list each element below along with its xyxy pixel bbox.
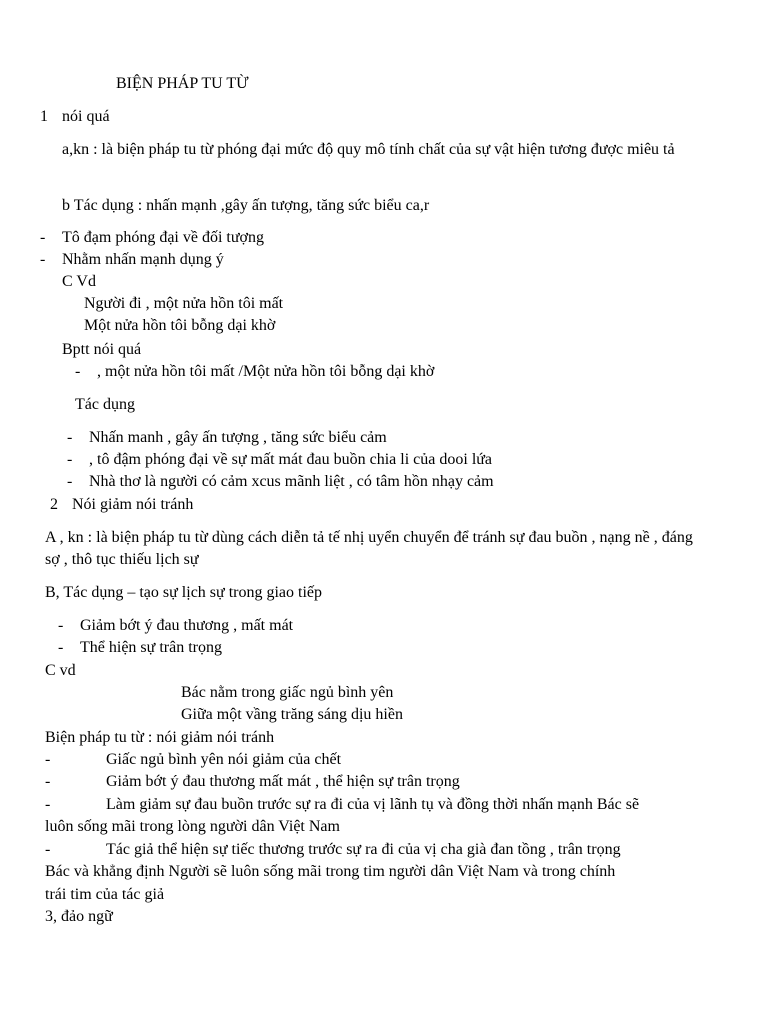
list-item-continuation: luôn sống mãi trong lòng người dân Việt Nam xyxy=(45,818,340,835)
section-1-example-heading: C Vd xyxy=(62,273,96,290)
bullet-dash: - xyxy=(45,773,51,790)
list-item: Nhằm nhấn mạnh dụng ý xyxy=(62,251,224,268)
list-item: Tô đạm phóng đại về đối tượng xyxy=(62,229,264,246)
section-1-effect-heading: Tác dụng xyxy=(75,396,135,413)
bullet-dash: - xyxy=(67,473,73,490)
doc-title: BIỆN PHÁP TU TỪ xyxy=(116,75,249,92)
section-2-number: 2 xyxy=(50,496,58,513)
bullet-dash: - xyxy=(58,617,64,634)
section-1-heading: nói quá xyxy=(62,108,110,125)
list-item: , một nửa hồn tôi mất /Một nửa hồn tôi bỗng dại khờ xyxy=(97,363,435,380)
section-2-example-heading: C vd xyxy=(45,662,76,679)
bullet-dash: - xyxy=(45,751,51,768)
section-1-effect: b Tác dụng : nhấn mạnh ,gây ấn tượng, tăng sức biểu ca,r xyxy=(62,197,430,214)
list-item: Nhà thơ là người có cảm xcus mãnh liệt , có tâm hồn nhạy cảm xyxy=(89,473,494,490)
list-item-continuation: trái tim của tác giả xyxy=(45,886,165,903)
list-item-continuation: Bác và khẳng định Người sẽ luôn sống mãi trong tim người dân Việt Nam và trong chính xyxy=(45,863,616,880)
list-item: Nhấn manh , gây ấn tượng , tăng sức biểu cảm xyxy=(89,429,387,446)
list-item: Thể hiện sự trân trọng xyxy=(80,639,222,656)
bullet-dash: - xyxy=(75,363,81,380)
poem-line: Một nửa hồn tôi bỗng dại khờ xyxy=(84,317,276,334)
bullet-dash: - xyxy=(58,639,64,656)
section-2-effect: B, Tác dụng – tạo sự lịch sự trong giao tiếp xyxy=(45,584,323,601)
list-item: Giảm bớt ý đau thương mất mát , thể hiện sự trân trọng xyxy=(106,773,460,790)
section-2-heading: Nói giảm nói tránh xyxy=(72,496,194,513)
bullet-dash: - xyxy=(67,451,73,468)
section-1-number: 1 xyxy=(40,108,48,125)
list-item: Giảm bớt ý đau thương , mất mát xyxy=(80,617,294,634)
section-1-definition: a,kn : là biện pháp tu từ phóng đại mức độ quy mô tính chất của sự vật hiện tương được miêu tả xyxy=(62,141,675,158)
list-item: , tô đậm phóng đại về sự mất mát đau buồn chia li của dooi lứa xyxy=(89,451,493,468)
bullet-dash: - xyxy=(40,251,46,268)
poem-line: Giữa một vầng trăng sáng dịu hiền xyxy=(181,706,403,723)
list-item: Giấc ngủ bình yên nói giảm của chết xyxy=(106,751,342,768)
section-2-definition: A , kn : là biện pháp tu từ dùng cách diễn tả tế nhị uyển chuyển để tránh sự đau buồn , nạng nề , đáng sợ , thô tục thiếu lịch sự xyxy=(45,529,693,568)
bullet-dash: - xyxy=(40,229,46,246)
section-3-heading: 3, đảo ngữ xyxy=(45,908,113,925)
list-item: Làm giảm sự đau buồn trước sự ra đi của vị lãnh tụ và đồng thời nhấn mạnh Bác sẽ xyxy=(106,796,640,813)
bullet-dash: - xyxy=(45,796,51,813)
section-2-device: Biện pháp tu từ : nói giảm nói tránh xyxy=(45,729,275,746)
bullet-dash: - xyxy=(67,429,73,446)
list-item: Tác giả thể hiện sự tiếc thương trước sự ra đi của vị cha già đan tồng , trân trọng xyxy=(106,841,621,858)
section-1-device: Bptt nói quá xyxy=(62,341,142,358)
poem-line: Người đi , một nửa hồn tôi mất xyxy=(84,295,284,312)
poem-line: Bác nằm trong giấc ngủ bình yên xyxy=(181,684,394,701)
bullet-dash: - xyxy=(45,841,51,858)
